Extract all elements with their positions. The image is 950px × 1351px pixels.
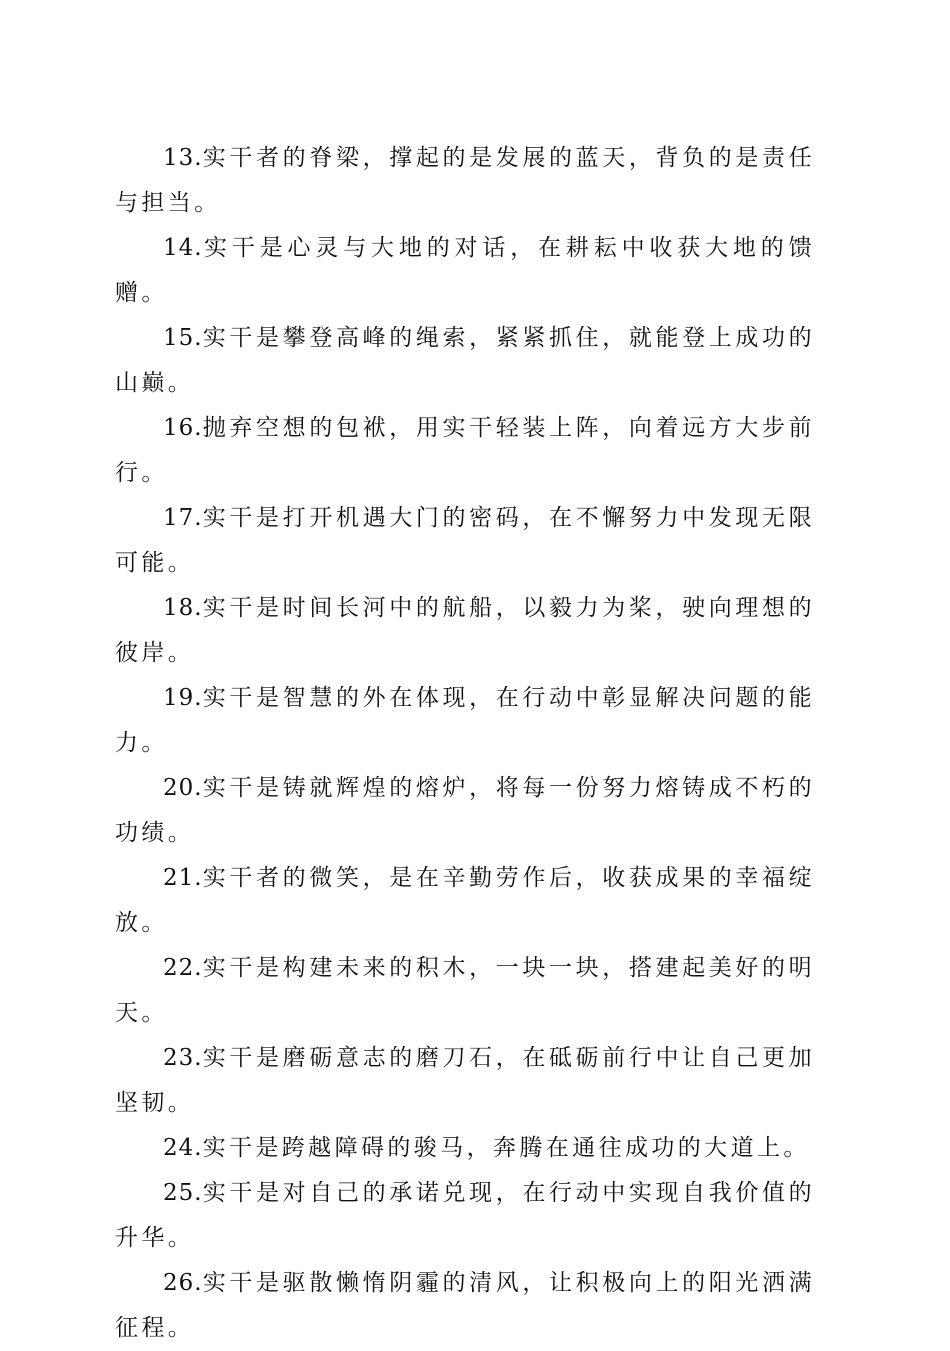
document-body bbox=[115, 136, 815, 1351]
paragraph-text: 实干是驱散懒惰阴霾的清风，让积极向上的阳光洒满征程。 bbox=[115, 1270, 815, 1341]
paragraph-number: 26. bbox=[163, 1270, 203, 1296]
paragraph-text: 实干者的脊梁，撑起的是发展的蓝天，背负的是责任与担当。 bbox=[115, 145, 815, 216]
paragraph-23 bbox=[115, 1036, 815, 1126]
paragraph-number: 15. bbox=[163, 325, 203, 351]
paragraph-17 bbox=[115, 496, 815, 586]
paragraph-number: 18. bbox=[163, 595, 203, 621]
paragraph-18 bbox=[115, 586, 815, 676]
paragraph-text: 实干是跨越障碍的骏马，奔腾在通往成功的大道上。 bbox=[202, 1135, 810, 1161]
paragraph-text: 实干是攀登高峰的绳索，紧紧抓住，就能登上成功的山巅。 bbox=[115, 325, 815, 396]
paragraph-26 bbox=[115, 1261, 815, 1351]
paragraph-19 bbox=[115, 676, 815, 766]
paragraph-number: 19. bbox=[163, 685, 203, 711]
paragraph-number: 23. bbox=[163, 1045, 203, 1071]
paragraph-16 bbox=[115, 406, 815, 496]
paragraph-15 bbox=[115, 316, 815, 406]
paragraph-text: 实干是铸就辉煌的熔炉，将每一份努力熔铸成不朽的功绩。 bbox=[115, 775, 815, 846]
paragraph-number: 25. bbox=[163, 1180, 203, 1206]
paragraph-13 bbox=[115, 136, 815, 226]
paragraph-number: 24. bbox=[163, 1135, 203, 1161]
paragraph-text: 抛弃空想的包袱，用实干轻装上阵，向着远方大步前行。 bbox=[115, 415, 815, 486]
paragraph-text: 实干是磨砺意志的磨刀石，在砥砺前行中让自己更加坚韧。 bbox=[115, 1045, 815, 1116]
paragraph-number: 21. bbox=[163, 865, 203, 891]
paragraph-number: 22. bbox=[163, 955, 203, 981]
paragraph-text: 实干是智慧的外在体现，在行动中彰显解决问题的能力。 bbox=[115, 685, 815, 756]
paragraph-25 bbox=[115, 1171, 815, 1261]
paragraph-text: 实干是时间长河中的航船，以毅力为桨，驶向理想的彼岸。 bbox=[115, 595, 815, 666]
paragraph-number: 20. bbox=[163, 775, 203, 801]
paragraph-text: 实干者的微笑，是在辛勤劳作后，收获成果的幸福绽放。 bbox=[115, 865, 815, 936]
paragraph-number: 13. bbox=[163, 145, 203, 171]
paragraph-text: 实干是心灵与大地的对话，在耕耘中收获大地的馈赠。 bbox=[115, 235, 815, 306]
paragraph-text: 实干是对自己的承诺兑现，在行动中实现自我价值的升华。 bbox=[115, 1180, 815, 1251]
paragraph-number: 16. bbox=[163, 415, 203, 441]
paragraph-text: 实干是构建未来的积木，一块一块，搭建起美好的明天。 bbox=[115, 955, 815, 1026]
paragraph-20 bbox=[115, 766, 815, 856]
paragraph-24 bbox=[115, 1126, 815, 1171]
paragraph-number: 14. bbox=[163, 235, 203, 261]
paragraph-22 bbox=[115, 946, 815, 1036]
paragraph-text: 实干是打开机遇大门的密码，在不懈努力中发现无限可能。 bbox=[115, 505, 815, 576]
paragraph-21 bbox=[115, 856, 815, 946]
paragraph-14 bbox=[115, 226, 815, 316]
paragraph-number: 17. bbox=[163, 505, 203, 531]
